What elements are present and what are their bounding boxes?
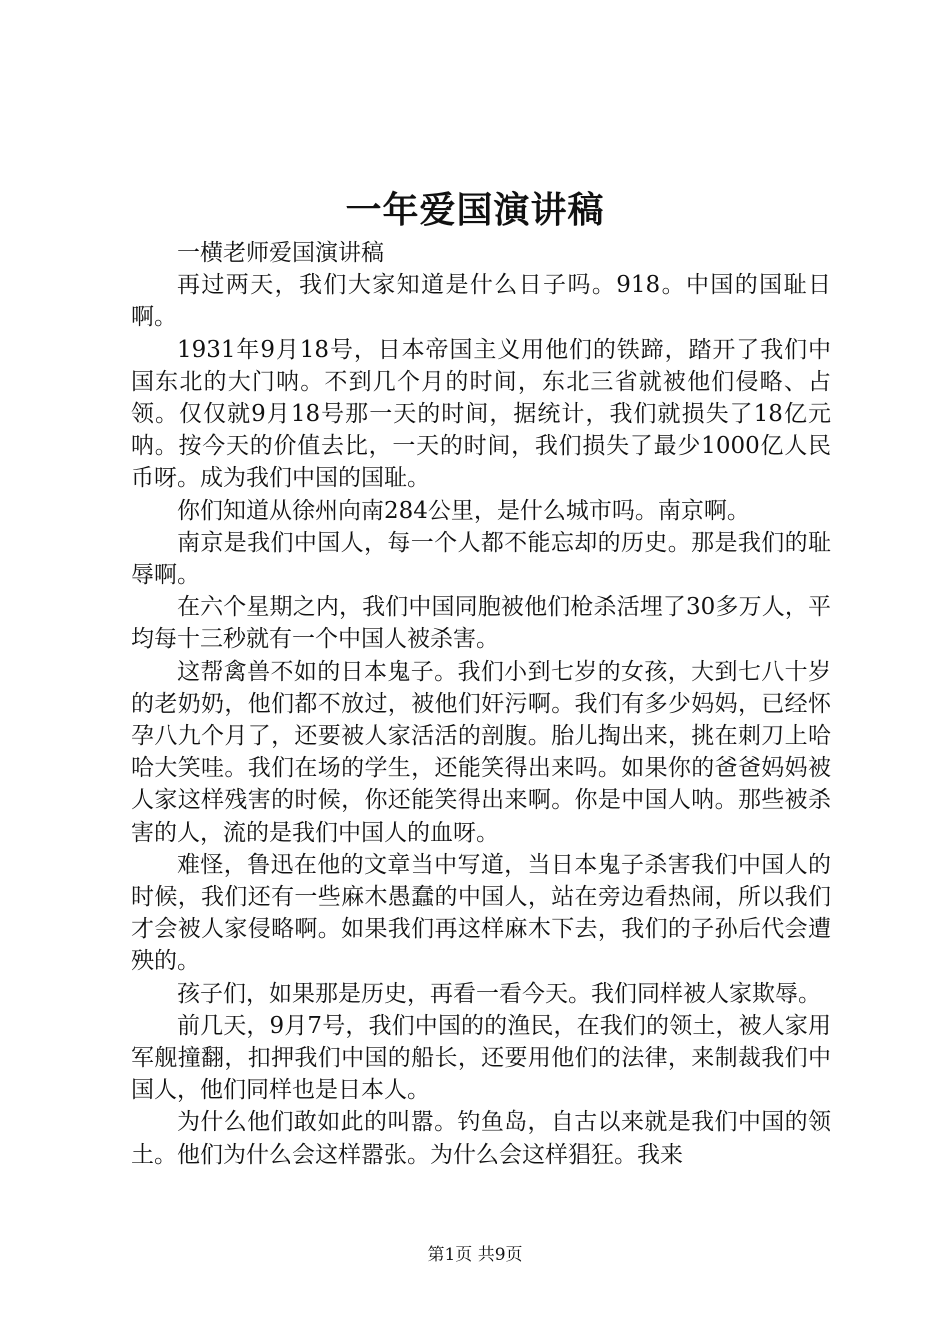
paragraph: 这帮禽兽不如的日本鬼子。我们小到七岁的女孩，大到七八十岁的老奶奶，他们都不放过，被他们奸污啊。我们有多少妈妈，已经怀孕八九个月了，还要被人家活活的剖腹。胎儿掏出来，挑在刺刀上哈哈大笑哇。我们在场的学生，还能笑得出来吗。如果你的爸爸妈妈被人家这样残害的时候，你还能笑得出来啊。你是中国人呐。那些被杀害的人，流的是我们中国人的血呀。: [131, 658, 831, 846]
document-body: [131, 237, 831, 1171]
page-footer: 第1页 共9页: [427, 1245, 523, 1265]
paragraph: 前几天，9月7号，我们中国的的渔民，在我们的领土，被人家用军舰撞翻，扣押我们中国的船长，还要用他们的法律，来制裁我们中国人，他们同样也是日本人。: [131, 1012, 831, 1104]
paragraph: 孩子们，如果那是历史，再看一看今天。我们同样被人家欺辱。: [177, 980, 821, 1007]
paragraph-subtitle: 一横老师爱国演讲稿: [177, 240, 384, 266]
paragraph: 难怪，鲁迅在他的文章当中写道，当日本鬼子杀害我们中国人的时候，我们还有一些麻木愚蠢的中国人，站在旁边看热闹，所以我们才会被人家侵略啊。如果我们再这样麻木下去，我们的子孙后代会遭殃的。: [131, 851, 831, 975]
paragraph: 为什么他们敢如此的叫嚣。钓鱼岛，自古以来就是我们中国的领土。他们为什么会这样嚣张。为什么会这样猖狂。我来: [131, 1109, 831, 1168]
paragraph: 1931年9月18号，日本帝国主义用他们的铁蹄，踏开了我们中国东北的大门呐。不到几个月的时间，东北三省就被他们侵略、占领。仅仅就9月18号那一天的时间，据统计，我们就损失了18亿元呐。按今天的价值去比，一天的时间，我们损失了最少1000亿人民币呀。成为我们中国的国耻。: [131, 336, 831, 492]
document-title: 一年爱国演讲稿: [345, 189, 605, 231]
paragraph: 再过两天，我们大家知道是什么日子吗。918。中国的国耻日啊。: [131, 272, 831, 331]
paragraph: 你们知道从徐州向南284公里，是什么城市吗。南京啊。: [177, 497, 750, 524]
paragraph: 在六个星期之内，我们中国同胞被他们枪杀活埋了30多万人，平均每十三秒就有一个中国人被杀害。: [131, 594, 831, 653]
paragraph: 南京是我们中国人，每一个人都不能忘却的历史。那是我们的耻辱啊。: [131, 529, 831, 589]
